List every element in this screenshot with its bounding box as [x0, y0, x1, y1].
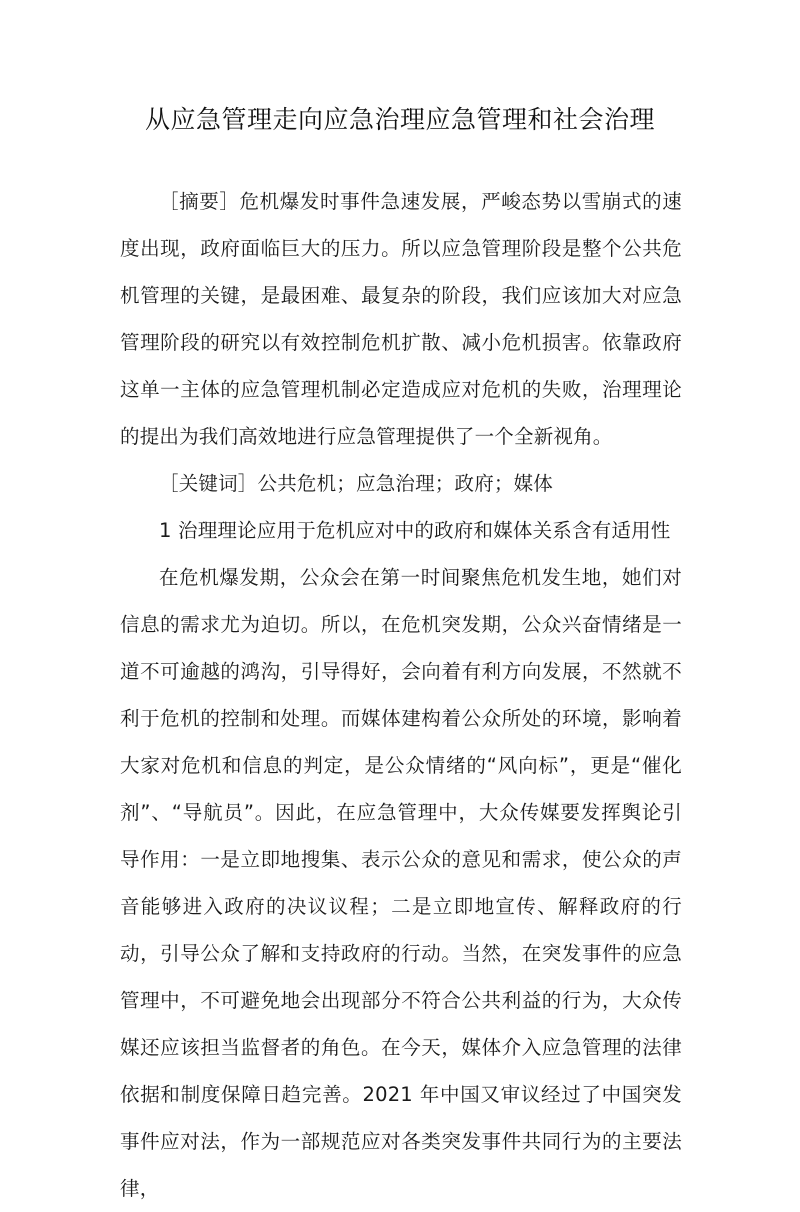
body-paragraph: 在危机爆发期，公众会在第一时间聚焦危机发生地，她们对信息的需求尤为迫切。所以，在危机突发期，公众兴奋情绪是一道不可逾越的鸿沟，引导得好，会向着有利方向发展，不然就不利于危机的控制和处理。而媒体建构着公众所处的环境，影响着大家对危机和信息的判定，是公众情绪的“风向标”，更是“催化剂”、“导航员”。因此，在应急管理中，大众传媒要发挥舆论引导作用：一是立即地搜集、表示公众的意见和需求，使公众的声音能够进入政府的决议议程；二是立即地宣传、解释政府的行动，引导公众了解和支持政府的行动。当然，在突发事件的应急管理中，不可避免地会出现部分不符合公共利益的行为，大众传媒还应该担当监督者的角色。在今天，媒体介入应急管理的法律依据和制度保障日趋完善。2021 年中国又审议经过了中国突发事件应对法，作为一部规范应对各类突发事件共同行为的主要法律，	[120, 566, 682, 1200]
abstract-paragraph: ［摘要］危机爆发时事件急速发展，严峻态势以雪崩式的速度出现，政府面临巨大的压力。所以应急管理阶段是整个公共危机管理的关键，是最困难、最复杂的阶段，我们应该加大对应急管理阶段的研究以有效控制危机扩散、减小危机损害。依靠政府这单一主体的应急管理机制必定造成应对危机的失败，治理理论的提出为我们高效地进行应急管理提供了一个全新视角。	[120, 190, 682, 448]
document-title: 从应急管理走向应急治理应急管理和社会治理	[144, 105, 655, 134]
document-body	[120, 178, 682, 1212]
section-heading: 1 治理理论应用于危机应对中的政府和媒体关系含有适用性	[159, 519, 671, 542]
keywords-line: ［关键词］公共危机；应急治理；政府；媒体	[159, 472, 554, 495]
